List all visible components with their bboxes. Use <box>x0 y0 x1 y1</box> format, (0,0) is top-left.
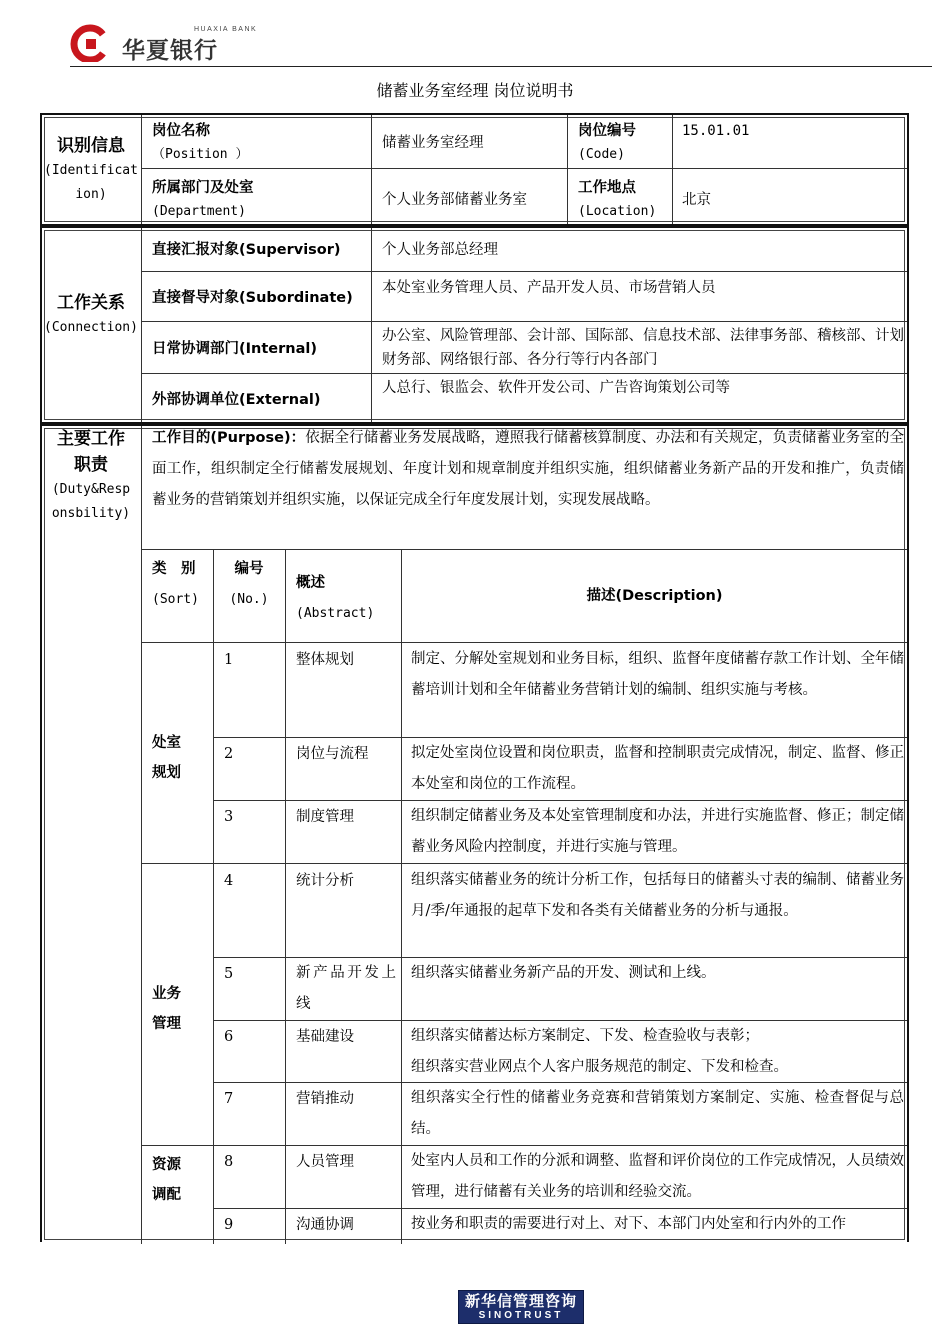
item-no: 2 <box>224 746 234 762</box>
subordinate-label: 直接督导对象(Subordinate) <box>152 290 353 306</box>
subordinate-value: 本处室业务管理人员、产品开发人员、市场营销人员 <box>382 280 716 296</box>
code-value: 15.01.01 <box>682 123 750 139</box>
item-no: 8 <box>224 1154 234 1170</box>
footer-brand-cn: 新华信管理咨询 <box>464 1292 577 1310</box>
item-abstract: 整体规划 <box>296 652 354 668</box>
code-label: 岗位编号 (Code) <box>578 123 636 162</box>
supervisor-value: 个人业务部总经理 <box>382 242 498 258</box>
item-no: 5 <box>224 966 234 982</box>
duty-section <box>40 424 909 1242</box>
connection-label: 工作关系 (Connection) <box>44 293 138 335</box>
item-description: 组织制定储蓄业务及本处室管理制度和办法，并进行实施监督、修正；制定储蓄业务风险内控制度，并进行实施与管理。 <box>411 808 904 855</box>
item-description: 组织落实储蓄业务的统计分析工作，包括每日的储蓄头寸表的编制、储蓄业务月/季/年通报的起草下发和各类有关储蓄业务的分析与通报。 <box>411 872 904 919</box>
bank-name-en: HUAXIA BANK <box>194 26 258 33</box>
position-value: 储蓄业务室经理 <box>382 135 484 151</box>
purpose-label: 工作目的(Purpose)： <box>152 430 306 446</box>
item-description: 处室内人员和工作的分派和调整、监督和评价岗位的工作完成情况，人员绩效管理，进行储蓄有关业务的培训和经验交流。 <box>411 1153 904 1200</box>
footer-brand-logo <box>458 1290 584 1324</box>
department-label: 所属部门及处室 (Department) <box>152 180 254 219</box>
no-header: 编号 (No.) <box>229 561 269 607</box>
item-no: 3 <box>224 809 234 825</box>
bank-logo-icon <box>70 24 110 62</box>
document-title: 储蓄业务室经理 岗位说明书 <box>376 81 574 100</box>
item-abstract: 沟通协调 <box>296 1217 354 1233</box>
location-value: 北京 <box>682 192 711 208</box>
item-abstract: 岗位与流程 <box>296 746 369 762</box>
duty-label: 主要工作职责 (Duty&Responsbility) <box>51 429 131 521</box>
item-abstract: 基础建设 <box>296 1029 354 1045</box>
identification-section <box>40 113 909 226</box>
item-no: 6 <box>224 1029 234 1045</box>
connection-section <box>40 226 909 424</box>
item-no: 7 <box>224 1091 234 1107</box>
item-abstract: 人员管理 <box>296 1154 354 1170</box>
department-value: 个人业务部储蓄业务室 <box>382 192 527 208</box>
item-description: 组织落实全行性的储蓄业务竞赛和营销策划方案制定、实施、检查督促与总结。 <box>411 1090 904 1137</box>
footer-brand-en: SINOTRUST <box>478 1310 564 1321</box>
identification-label: 识别信息 (Identification) <box>44 136 138 202</box>
item-description: 拟定处室岗位设置和岗位职责，监督和控制职责完成情况，制定、监督、修正本处室和岗位的工作流程。 <box>411 745 904 792</box>
item-description: 制定、分解处室规划和业务目标，组织、监督年度储蓄存款工作计划、全年储蓄培训计划和全年储蓄业务营销计划的编制、组织实施与考核。 <box>411 651 904 698</box>
internal-label: 日常协调部门(Internal) <box>152 341 317 357</box>
supervisor-label: 直接汇报对象(Supervisor) <box>152 242 341 258</box>
item-no: 1 <box>224 652 234 668</box>
abstract-header: 概述 (Abstract) <box>296 575 375 621</box>
description-header: 描述(Description) <box>586 588 723 604</box>
item-no: 4 <box>224 873 234 889</box>
external-label: 外部协调单位(External) <box>152 392 321 408</box>
sort-header: 类 别 (Sort) <box>152 561 199 607</box>
item-abstract: 制度管理 <box>296 809 354 825</box>
group-business: 业务管理 <box>152 986 181 1032</box>
group-planning: 处室规划 <box>152 735 181 781</box>
purpose-text: 依据全行储蓄业务发展战略，遵照我行储蓄核算制度、办法和有关规定，负责储蓄业务室的全面工作，组织制定全行储蓄发展规划、年度计划和规章制度并组织实施，组织储蓄业务新产品的开发和推广，负责储蓄业务的营销策划并组织实施，以保证完成全行年度发展计划，实现发展战略。 <box>152 430 904 508</box>
item-description: 按业务和职责的需要进行对上、对下、本部门内处室和行内外的工作 <box>411 1216 846 1232</box>
bank-name-cn: 华夏银行 <box>122 38 218 64</box>
purpose-block <box>152 423 904 516</box>
item-no: 9 <box>224 1217 234 1233</box>
item-description: 组织落实储蓄业务新产品的开发、测试和上线。 <box>411 965 716 981</box>
item-abstract: 新产品开发上线 <box>296 965 396 1012</box>
group-resource: 资源调配 <box>152 1157 181 1203</box>
location-label: 工作地点 (Location) <box>578 180 657 219</box>
page-header <box>70 22 932 67</box>
item-description: 组织落实储蓄达标方案制定、下发、检查验收与表彰； 组织落实营业网点个人客户服务规范的制定、下发和检查。 <box>411 1028 788 1075</box>
internal-value: 办公室、风险管理部、会计部、国际部、信息技术部、法律事务部、稽核部、计划财务部、网络银行部、各分行等行内各部门 <box>382 328 904 368</box>
item-abstract: 营销推动 <box>296 1091 354 1107</box>
item-abstract: 统计分析 <box>296 873 354 889</box>
position-label: 岗位名称 （Position ） <box>152 123 249 162</box>
external-value: 人总行、银监会、软件开发公司、广告咨询策划公司等 <box>382 380 730 396</box>
